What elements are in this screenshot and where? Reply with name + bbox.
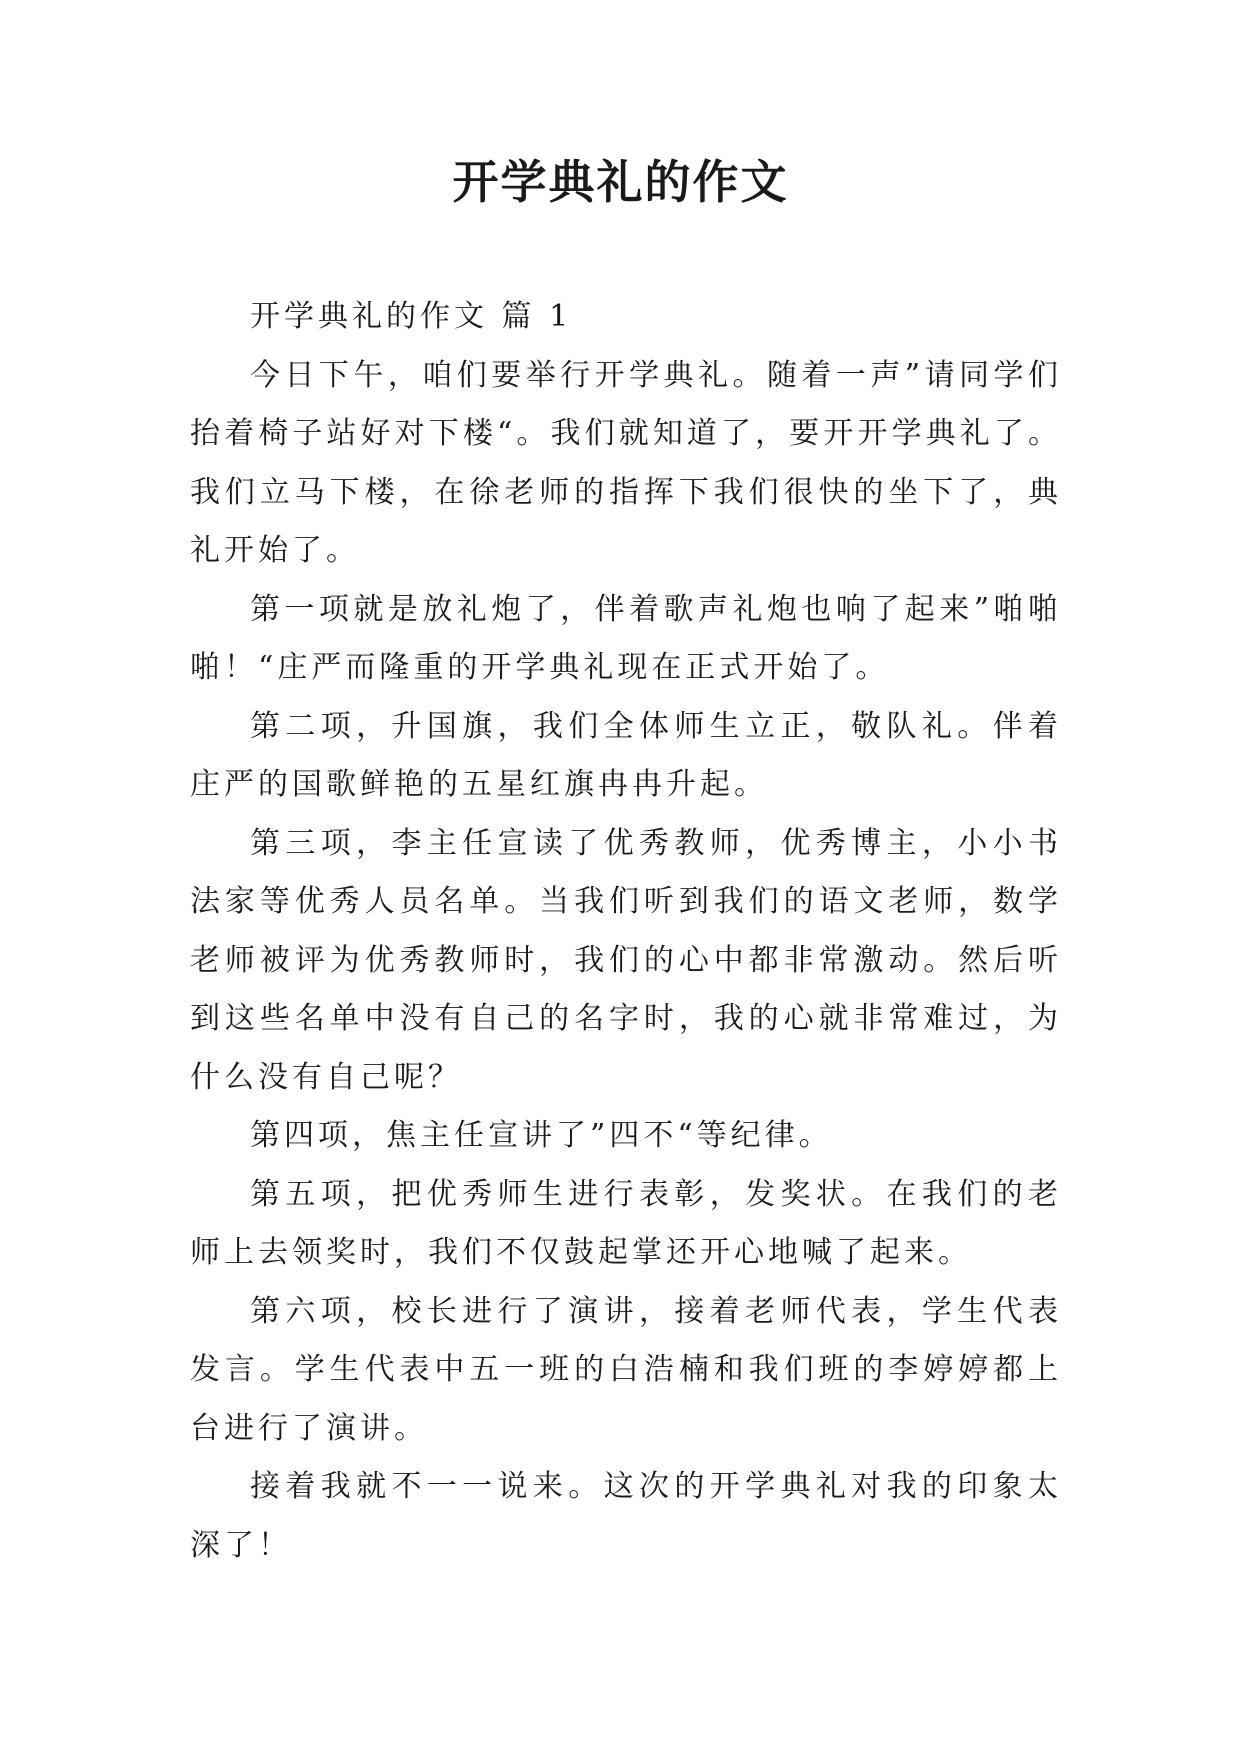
paragraph: 第六项，校长进行了演讲，接着老师代表，学生代表发言。学生代表中五一班的白浩楠和我们班的李婷婷都上台进行了演讲。: [190, 1293, 1062, 1446]
paragraph: 第三项，李主任宣读了优秀教师，优秀博主，小小书法家等优秀人员名单。当我们听到我们的语文老师，数学老师被评为优秀教师时，我们的心中都非常激动。然后听到这些名单中没有自己的名字时，我的心就非常难过，为什么没有自己呢？: [190, 825, 1062, 1095]
paragraph: 第一项就是放礼炮了，伴着歌声礼炮也响了起来”啪啪 啪！“庄严而隆重的开学典礼现在正式开始了。: [190, 591, 1062, 685]
section-label: 开学典礼的作文 篇 1: [250, 299, 573, 334]
paragraph: 今日下午，咱们要举行开学典礼。随着一声”请同学们抬着椅子站好对下楼“。我们就知道了，要开开学典礼了。我们立马下楼，在徐老师的指挥下我们很快的坐下了，典礼开始了。: [190, 357, 1062, 568]
document-title: 开学典礼的作文: [452, 155, 789, 209]
paragraph: 第二项，升国旗，我们全体师生立正，敬队礼。伴着庄严的国歌鲜艳的五星红旗冉冉升起。: [190, 708, 1062, 802]
paragraph: 第四项，焦主任宣讲了”四不“等纪律。: [250, 1118, 833, 1153]
paragraph: 第五项，把优秀师生进行表彰，发奖状。在我们的老师上去领奖时，我们不仅鼓起掌还开心地喊了起来。: [190, 1176, 1062, 1270]
paragraph: 接着我就不一一说来。这次的开学典礼对我的印象太深了！: [190, 1469, 1062, 1563]
document-body: [190, 288, 1062, 1575]
